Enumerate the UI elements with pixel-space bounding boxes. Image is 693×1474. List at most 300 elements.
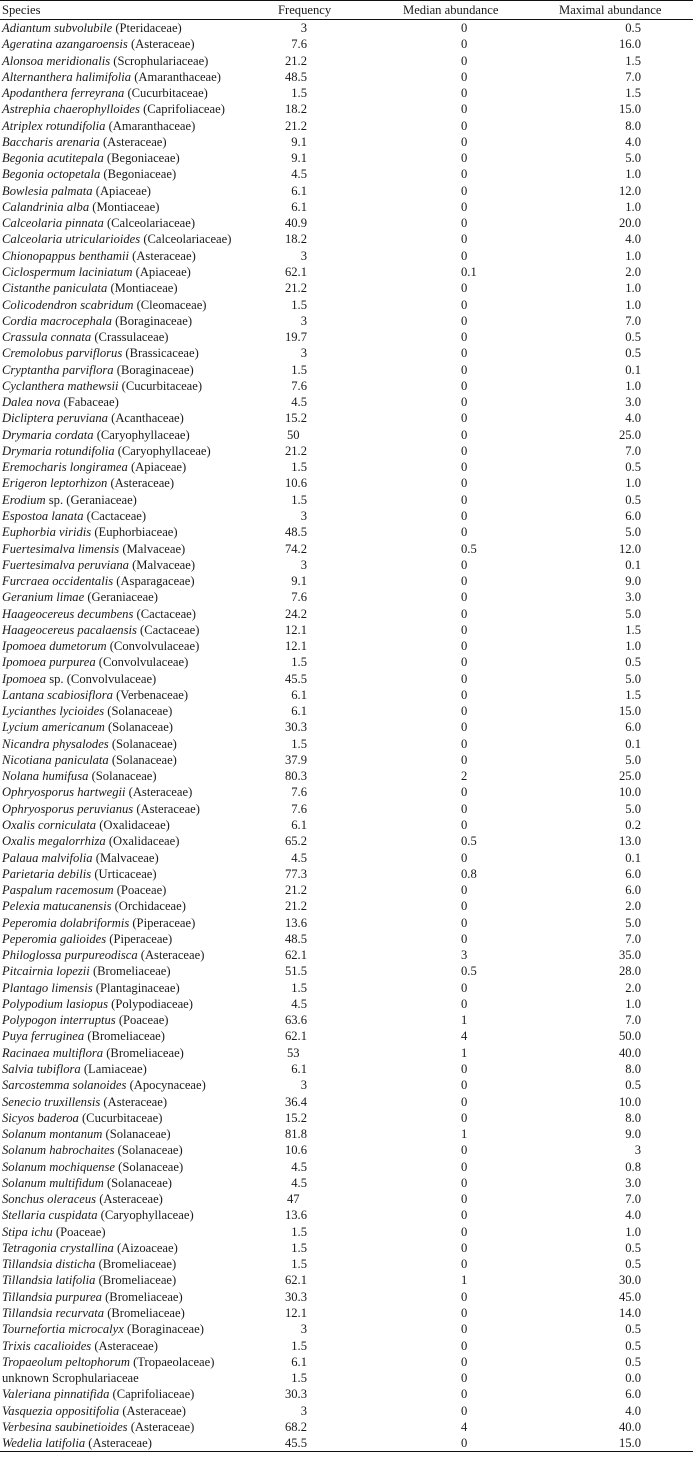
frequency-value: 1.5 — [291, 1371, 307, 1386]
species-name: Fuertesimalva peruviana — [2, 557, 129, 572]
table-row — [0, 492, 693, 508]
frequency-value: 3 — [300, 1403, 307, 1418]
maximal-value: 6.0 — [625, 508, 641, 523]
median-abundance-cell: 0 — [461, 1078, 468, 1093]
median-abundance-cell: 0 — [461, 622, 468, 637]
species-cell — [0, 898, 266, 914]
maximal-value: 1.5 — [625, 622, 641, 637]
frequency-cell — [266, 1435, 401, 1452]
maximal-abundance-cell — [551, 36, 693, 52]
family-name: (Cucurbitaceae) — [78, 1110, 163, 1125]
table-row — [0, 606, 693, 622]
median-abundance-cell: 0 — [461, 1224, 468, 1239]
species-name: Stellaria cuspidata — [2, 1208, 98, 1223]
maximal-abundance-cell — [551, 768, 693, 784]
maximal-abundance-cell — [551, 654, 693, 670]
frequency-value: 62.1 — [284, 1273, 307, 1288]
median-abundance-cell: 0 — [461, 996, 468, 1011]
frequency-value: 21.2 — [284, 883, 307, 898]
header-species: Species — [2, 3, 41, 17]
maximal-abundance-cell — [551, 524, 693, 540]
table-row — [0, 1289, 693, 1305]
maximal-abundance-cell — [551, 752, 693, 768]
species-cell — [0, 378, 266, 394]
species-cell — [0, 1110, 266, 1126]
species-cell — [0, 1272, 266, 1288]
frequency-value: 21.2 — [284, 118, 307, 133]
frequency-cell — [266, 980, 401, 996]
family-name: (Solanaceae) — [104, 704, 173, 719]
frequency-cell — [266, 410, 401, 426]
species-name: Wedelia latifolia — [2, 1436, 86, 1451]
frequency-value: 12.1 — [284, 639, 307, 654]
maximal-value: 1.5 — [625, 86, 641, 101]
maximal-value: 16.0 — [618, 37, 641, 52]
family-name: (Fabaceae) — [60, 395, 119, 410]
median-abundance-cell: 0 — [461, 1257, 468, 1272]
species-name: Polypogon interruptus — [2, 1013, 116, 1028]
maximal-value: 5.0 — [625, 671, 641, 686]
table-row — [0, 329, 693, 345]
species-name: Calceolaria utricularioides — [2, 232, 141, 247]
frequency-value: 3 — [300, 1078, 307, 1093]
species-name: Nolana humifusa — [2, 769, 89, 784]
species-cell — [0, 231, 266, 247]
species-cell — [0, 1159, 266, 1175]
median-abundance-cell: 0 — [461, 1192, 468, 1207]
family-name: (Begoniaceae) — [100, 167, 177, 182]
median-abundance-cell: 0 — [461, 1208, 468, 1223]
family-name: (Asteraceae) — [127, 1419, 195, 1434]
table-row — [0, 1045, 693, 1061]
family-name: (Caprifoliaceae) — [139, 102, 225, 117]
median-abundance-cell: 0 — [461, 1110, 468, 1125]
table-row — [0, 248, 693, 264]
frequency-cell — [266, 524, 401, 540]
frequency-value: 4.5 — [291, 395, 307, 410]
family-name: (Boraginaceae) — [123, 1322, 204, 1337]
family-name: (Bromeliaceae) — [89, 964, 171, 979]
frequency-cell — [266, 297, 401, 313]
maximal-value: 35.0 — [618, 948, 641, 963]
maximal-value: 7.0 — [625, 69, 641, 84]
species-name: Cyclanthera mathewsii — [2, 378, 119, 393]
median-abundance-cell: 0 — [461, 1436, 468, 1451]
species-cell — [0, 1403, 266, 1419]
maximal-abundance-cell — [551, 1012, 693, 1028]
species-name: Lycium americanum — [2, 720, 105, 735]
maximal-value: 7.0 — [625, 443, 641, 458]
species-cell — [0, 150, 266, 166]
maximal-abundance-cell — [551, 1207, 693, 1223]
maximal-value: 13.0 — [618, 834, 641, 849]
maximal-value: 25.0 — [618, 769, 641, 784]
species-cell — [0, 1354, 266, 1370]
frequency-cell — [266, 1240, 401, 1256]
species-name: Racinaea multiflora — [2, 1045, 104, 1060]
species-cell — [0, 1045, 266, 1061]
frequency-value: 9.1 — [291, 574, 307, 589]
frequency-value: 7.6 — [291, 590, 307, 605]
table-row — [0, 915, 693, 931]
frequency-value: 21.2 — [284, 899, 307, 914]
species-name: Colicodendron scabridum — [2, 297, 134, 312]
species-name: Furcraea occidentalis — [2, 574, 114, 589]
frequency-cell — [266, 898, 401, 914]
species-name: Senecio truxillensis — [2, 1094, 101, 1109]
median-abundance-cell: 0 — [461, 216, 468, 231]
species-cell — [0, 345, 266, 361]
maximal-abundance-cell — [551, 1045, 693, 1061]
table-row — [0, 996, 693, 1012]
species-name: Solanum montanum — [2, 1127, 103, 1142]
species-cell — [0, 1175, 266, 1191]
frequency-value: 6.1 — [291, 1062, 307, 1076]
species-cell — [0, 1240, 266, 1256]
frequency-value: 45.5 — [284, 671, 307, 686]
median-abundance-cell: 0 — [461, 801, 468, 816]
frequency-cell — [266, 866, 401, 882]
median-abundance-cell: 0 — [461, 525, 468, 540]
frequency-cell — [266, 394, 401, 410]
maximal-abundance-cell — [551, 134, 693, 150]
frequency-cell — [266, 1305, 401, 1321]
maximal-value: 5.0 — [625, 151, 641, 166]
species-name: Dalea nova — [2, 395, 61, 410]
median-abundance-cell: 0.1 — [461, 264, 477, 279]
median-abundance-cell: 0 — [461, 330, 468, 345]
species-name: Lycianthes lycioides — [2, 704, 105, 719]
maximal-abundance-cell — [551, 671, 693, 687]
table-row — [0, 378, 693, 394]
species-cell — [0, 784, 266, 800]
species-name: Atriplex rotundifolia — [2, 118, 106, 133]
species-cell — [0, 768, 266, 784]
table-row — [0, 427, 693, 443]
maximal-abundance-cell — [551, 297, 693, 313]
family-name: (Lamiaceae) — [80, 1062, 147, 1076]
frequency-value: 74.2 — [284, 541, 307, 556]
maximal-abundance-cell — [551, 573, 693, 589]
species-cell — [0, 1289, 266, 1305]
family-name: (Solanaceae) — [103, 1175, 172, 1190]
maximal-value: 4.0 — [625, 1208, 641, 1223]
table-row — [0, 768, 693, 784]
maximal-value: 0.5 — [625, 1257, 641, 1272]
maximal-value: 0.5 — [625, 21, 641, 35]
table-row — [0, 898, 693, 914]
maximal-value: 8.0 — [625, 1110, 641, 1125]
frequency-value: 7.6 — [291, 785, 307, 800]
frequency-cell — [266, 329, 401, 345]
maximal-abundance-cell — [551, 784, 693, 800]
species-cell — [0, 1028, 266, 1044]
maximal-value: 0.1 — [625, 736, 641, 751]
maximal-abundance-cell — [551, 1435, 693, 1452]
maximal-abundance-cell — [551, 1159, 693, 1175]
median-abundance-cell: 0 — [461, 102, 468, 117]
frequency-cell — [266, 817, 401, 833]
median-abundance-cell: 4 — [461, 1419, 468, 1434]
frequency-cell — [266, 69, 401, 85]
family-name: (Tropaeolaceae) — [129, 1354, 215, 1369]
table-row — [0, 280, 693, 296]
frequency-cell — [266, 443, 401, 459]
maximal-abundance-cell — [551, 541, 693, 557]
median-abundance-cell: 0 — [461, 850, 468, 865]
frequency-cell — [266, 101, 401, 117]
frequency-cell — [266, 150, 401, 166]
frequency-value: 4.5 — [291, 1175, 307, 1190]
frequency-value: 6.1 — [291, 818, 307, 833]
frequency-cell — [266, 915, 401, 931]
maximal-abundance-cell — [551, 736, 693, 752]
table-row — [0, 1386, 693, 1402]
family-name: (Solanaceae) — [88, 769, 157, 784]
family-name: (Amaranthaceae) — [105, 118, 196, 133]
table-row — [0, 687, 693, 703]
frequency-cell — [266, 1061, 401, 1077]
maximal-abundance-cell — [551, 199, 693, 215]
species-cell — [0, 1256, 266, 1272]
table-row — [0, 1159, 693, 1175]
maximal-value: 0.1 — [625, 362, 641, 377]
maximal-value: 45.0 — [618, 1289, 641, 1304]
family-name: (Cactaceae) — [136, 622, 200, 637]
frequency-value: 3 — [300, 21, 307, 35]
frequency-cell — [266, 1110, 401, 1126]
maximal-value: 0.5 — [625, 1354, 641, 1369]
median-abundance-cell: 0 — [461, 590, 468, 605]
maximal-abundance-cell — [551, 1224, 693, 1240]
species-cell — [0, 492, 266, 508]
species-name: Valeriana pinnatifida — [2, 1387, 110, 1402]
species-cell — [0, 947, 266, 963]
frequency-value: 62.1 — [284, 1029, 307, 1044]
species-name: Cremolobus parviflorus — [2, 346, 123, 361]
frequency-cell — [266, 118, 401, 134]
maximal-abundance-cell — [551, 508, 693, 524]
frequency-cell — [266, 882, 401, 898]
median-abundance-cell: 0 — [461, 639, 468, 654]
species-name: Paspalum racemosum — [2, 883, 114, 898]
median-abundance-cell: 0 — [461, 167, 468, 182]
frequency-cell — [266, 654, 401, 670]
species-name: Tillandsia disticha — [2, 1257, 96, 1272]
family-name: (Asteraceae) — [129, 248, 196, 263]
species-name: Trixis cacalioides — [2, 1338, 92, 1353]
frequency-cell — [266, 687, 401, 703]
maximal-abundance-cell — [551, 850, 693, 866]
frequency-cell — [266, 134, 401, 150]
species-cell — [0, 671, 266, 687]
median-abundance-cell: 0 — [461, 655, 468, 670]
frequency-value: 48.5 — [284, 525, 307, 540]
family-name: (Oxalidaceae) — [96, 818, 170, 833]
frequency-cell — [266, 557, 401, 573]
species-name: Verbesina saubinetioides — [2, 1419, 128, 1434]
frequency-value: 24.2 — [284, 606, 307, 621]
maximal-abundance-cell — [551, 69, 693, 85]
median-abundance-cell: 0 — [461, 899, 468, 914]
maximal-value: 0.5 — [625, 655, 641, 670]
maximal-abundance-cell — [551, 1191, 693, 1207]
frequency-cell — [266, 1159, 401, 1175]
species-cell — [0, 882, 266, 898]
maximal-abundance-cell — [551, 1419, 693, 1435]
table-row — [0, 980, 693, 996]
frequency-value: 4.5 — [291, 1159, 307, 1174]
maximal-value: 0.5 — [625, 1322, 641, 1337]
maximal-abundance-cell — [551, 475, 693, 491]
table-row — [0, 622, 693, 638]
frequency-cell — [266, 1094, 401, 1110]
frequency-value: 30.3 — [284, 720, 307, 735]
frequency-value: 6.1 — [291, 199, 307, 214]
maximal-abundance-cell — [551, 1403, 693, 1419]
table-row — [0, 215, 693, 231]
table-row — [0, 541, 693, 557]
frequency-value: 6.1 — [291, 704, 307, 719]
family-name: (Acanthaceae) — [107, 411, 184, 426]
species-name: Tillandsia recurvata — [2, 1305, 105, 1320]
table-row — [0, 297, 693, 313]
frequency-value: 9.1 — [291, 151, 307, 166]
median-abundance-cell: 0 — [461, 1289, 468, 1304]
species-name: Solanum mochiquense — [2, 1159, 115, 1174]
maximal-abundance-cell — [551, 1338, 693, 1354]
table-row — [0, 199, 693, 215]
maximal-value: 15.0 — [618, 102, 641, 117]
species-cell — [0, 963, 266, 979]
median-abundance-cell: 0 — [461, 313, 468, 328]
maximal-value: 0.5 — [625, 492, 641, 507]
maximal-abundance-cell — [551, 947, 693, 963]
species-cell — [0, 475, 266, 491]
frequency-cell — [266, 427, 401, 443]
family-name: (Caryophyllaceae) — [97, 1208, 194, 1223]
header-frequency: Frequency — [278, 3, 332, 17]
frequency-value: 68.2 — [284, 1419, 307, 1434]
family-name: (Asteraceae) — [107, 476, 175, 491]
species-cell — [0, 313, 266, 329]
frequency-cell — [266, 541, 401, 557]
header-median-abundance: Median abundance — [403, 3, 499, 17]
maximal-value: 15.0 — [618, 1436, 641, 1451]
maximal-abundance-cell — [551, 1256, 693, 1272]
frequency-cell — [266, 85, 401, 101]
family-name: (Scrophulariaceae) — [110, 53, 209, 68]
median-abundance-cell: 0 — [461, 1094, 468, 1109]
species-name: Peperomia dolabriformis — [2, 915, 130, 930]
species-cell — [0, 199, 266, 215]
species-cell — [0, 1338, 266, 1354]
family-name: (Aizoaceae) — [113, 1240, 178, 1255]
species-cell — [0, 1094, 266, 1110]
family-name: (Cleomaceae) — [133, 297, 207, 312]
frequency-cell — [266, 1045, 401, 1061]
frequency-cell — [266, 996, 401, 1012]
species-name: Sicyos baderoa — [2, 1110, 79, 1125]
family-name: (Bromeliaceae) — [84, 1029, 165, 1044]
table-row — [0, 850, 693, 866]
median-abundance-cell: 0 — [461, 248, 468, 263]
family-name: (Cactaceae) — [83, 508, 147, 523]
species-cell — [0, 134, 266, 150]
median-abundance-cell: 1 — [461, 1045, 468, 1060]
frequency-cell — [266, 231, 401, 247]
maximal-value: 4.0 — [625, 134, 641, 149]
family-name: (Solanaceae) — [102, 1127, 171, 1142]
species-name: Palaua malvifolia — [2, 850, 93, 865]
maximal-abundance-cell — [551, 801, 693, 817]
frequency-cell — [266, 671, 401, 687]
maximal-value: 1.5 — [625, 53, 641, 68]
maximal-abundance-cell — [551, 150, 693, 166]
maximal-value: 1.0 — [625, 167, 641, 182]
maximal-value: 0.5 — [625, 1338, 641, 1353]
median-abundance-cell: 0 — [461, 86, 468, 101]
frequency-cell — [266, 963, 401, 979]
table-row — [0, 508, 693, 524]
median-abundance-cell: 0 — [461, 671, 468, 686]
maximal-abundance-cell — [551, 638, 693, 654]
species-cell — [0, 1126, 266, 1142]
frequency-value: 21.2 — [284, 443, 307, 458]
table-row — [0, 801, 693, 817]
maximal-value: 15.0 — [618, 704, 641, 719]
family-name: (Solanaceae) — [114, 1143, 183, 1158]
maximal-abundance-cell — [551, 166, 693, 182]
median-abundance-cell: 0 — [461, 297, 468, 312]
median-abundance-cell: 0 — [461, 460, 468, 475]
table-row — [0, 817, 693, 833]
frequency-value: 18.2 — [284, 232, 307, 247]
maximal-value: 12.0 — [618, 183, 641, 198]
maximal-abundance-cell — [551, 1028, 693, 1044]
species-cell — [0, 1386, 266, 1402]
species-name: Alternanthera halimifolia — [2, 69, 132, 84]
maximal-value: 50.0 — [618, 1029, 641, 1044]
table-row — [0, 166, 693, 182]
species-name: Ageratina azangaroensis — [2, 37, 128, 52]
family-name: (Poaceae) — [115, 1013, 169, 1028]
frequency-cell — [266, 1321, 401, 1337]
species-cell — [0, 817, 266, 833]
frequency-cell — [266, 1028, 401, 1044]
species-name: Tillandsia purpurea — [2, 1289, 102, 1304]
species-name: Fuertesimalva limensis — [2, 541, 120, 556]
frequency-cell — [266, 1175, 401, 1191]
species-name: Ciclospermum laciniatum — [2, 264, 133, 279]
species-cell — [0, 801, 266, 817]
species-cell — [0, 980, 266, 996]
species-name: Drymaria rotundifolia — [2, 443, 115, 458]
table-row — [0, 231, 693, 247]
family-name: (Solanaceae) — [114, 1159, 184, 1174]
species-name: Nicotiana paniculata — [2, 752, 109, 767]
table-row — [0, 313, 693, 329]
species-name: Plantago limensis — [2, 980, 93, 995]
table-row — [0, 1077, 693, 1093]
maximal-value: 6.0 — [625, 866, 641, 881]
maximal-abundance-cell — [551, 1386, 693, 1402]
frequency-value: 37.9 — [284, 752, 307, 767]
species-cell — [0, 36, 266, 52]
frequency-value: 1.5 — [291, 1257, 307, 1272]
table-row — [0, 882, 693, 898]
family-name: (Bromeliaceae) — [95, 1273, 177, 1288]
